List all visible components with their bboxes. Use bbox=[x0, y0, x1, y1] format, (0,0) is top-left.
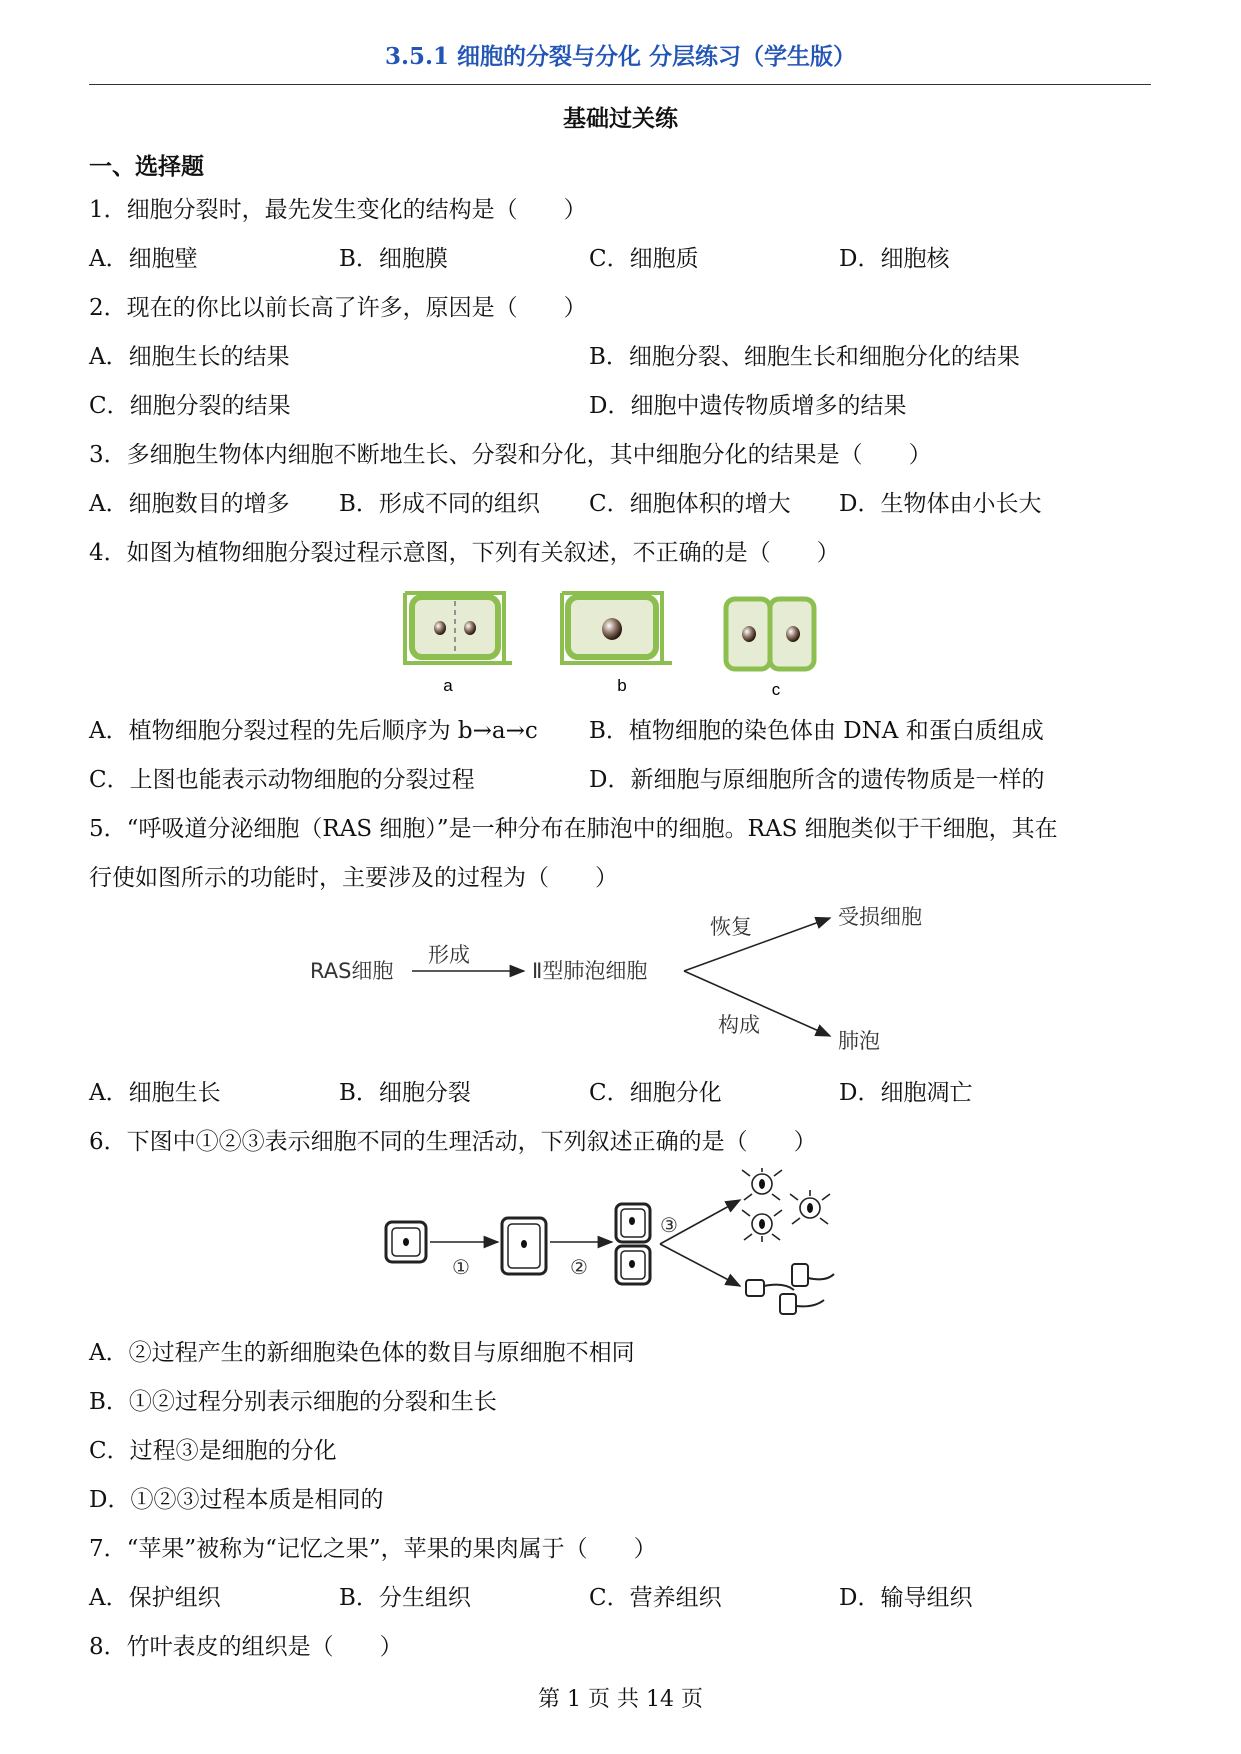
question-7-option-c[interactable]: C．营养组织 bbox=[589, 1585, 722, 1611]
plant-cell-division-figure bbox=[400, 585, 840, 705]
compose-arrow-label: 构成 bbox=[718, 1013, 760, 1037]
process-2-label: ② bbox=[570, 1255, 588, 1279]
question-6-option-a[interactable]: A．②过程产生的新细胞染色体的数目与原细胞不相同 bbox=[89, 1340, 635, 1366]
cell-activity-diagram bbox=[380, 1168, 870, 1318]
question-3-option-c[interactable]: C．细胞体积的增大 bbox=[589, 491, 791, 517]
cell-b bbox=[562, 593, 672, 663]
question-4-option-d[interactable]: D．新细胞与原细胞所含的遗传物质是一样的 bbox=[589, 767, 1045, 793]
question-5-stem-line-2: 行使如图所示的功能时，主要涉及的过程为（ ） bbox=[89, 865, 618, 891]
question-5-option-b[interactable]: B．细胞分裂 bbox=[339, 1080, 471, 1106]
question-7-stem: 7．“苹果”被称为“记忆之果”，苹果的果肉属于（ ） bbox=[89, 1536, 657, 1562]
form-arrow-label: 形成 bbox=[428, 943, 470, 967]
damaged-cell-label: 受损细胞 bbox=[838, 905, 922, 929]
question-8-stem: 8．竹叶表皮的组织是（ ） bbox=[89, 1634, 403, 1660]
question-2-option-d[interactable]: D．细胞中遗传物质增多的结果 bbox=[589, 393, 907, 419]
question-1-option-a[interactable]: A．细胞壁 bbox=[89, 246, 198, 272]
question-1-option-d[interactable]: D．细胞核 bbox=[839, 246, 950, 272]
question-3-option-b[interactable]: B．形成不同的组织 bbox=[339, 491, 540, 517]
question-5-option-a[interactable]: A．细胞生长 bbox=[89, 1080, 221, 1106]
question-6-option-d[interactable]: D．①②③过程本质是相同的 bbox=[89, 1487, 384, 1513]
question-1-option-b[interactable]: B．细胞膜 bbox=[339, 246, 448, 272]
question-1-option-c[interactable]: C．细胞质 bbox=[589, 246, 699, 272]
page-footer: 第 1 页 共 14 页 bbox=[538, 1687, 703, 1712]
question-4-option-c[interactable]: C．上图也能表示动物细胞的分裂过程 bbox=[89, 767, 475, 793]
question-7-option-a[interactable]: A．保护组织 bbox=[89, 1585, 221, 1611]
alveolus-label: 肺泡 bbox=[838, 1029, 880, 1053]
question-5-option-d[interactable]: D．细胞凋亡 bbox=[839, 1080, 973, 1106]
question-2-option-b[interactable]: B．细胞分裂、细胞生长和细胞分化的结果 bbox=[589, 344, 1020, 370]
cell-a bbox=[405, 593, 512, 663]
label-b: b bbox=[617, 676, 627, 695]
ras-cell-label: RAS细胞 bbox=[310, 959, 394, 983]
process-3-label: ③ bbox=[660, 1213, 678, 1237]
question-6-option-b[interactable]: B．①②过程分别表示细胞的分裂和生长 bbox=[89, 1389, 497, 1415]
question-4-option-b[interactable]: B．植物细胞的染色体由 DNA 和蛋白质组成 bbox=[589, 718, 1044, 744]
document-title: 3.5.1 细胞的分裂与分化 分层练习（学生版） bbox=[384, 43, 857, 70]
section-subtitle: 基础过关练 bbox=[563, 105, 678, 132]
question-3-option-a[interactable]: A．细胞数目的增多 bbox=[89, 491, 290, 517]
repair-arrow-label: 恢复 bbox=[710, 915, 752, 939]
label-a: a bbox=[443, 676, 453, 695]
question-4-option-a[interactable]: A．植物细胞分裂过程的先后顺序为 b→a→c bbox=[89, 718, 538, 744]
question-5-option-c[interactable]: C．细胞分化 bbox=[589, 1080, 722, 1106]
cell-c bbox=[726, 599, 814, 669]
process-1-label: ① bbox=[452, 1255, 470, 1279]
question-3-option-d[interactable]: D．生物体由小长大 bbox=[839, 491, 1042, 517]
question-1-stem: 1．细胞分裂时，最先发生变化的结构是（ ） bbox=[89, 197, 587, 223]
question-4-stem: 4．如图为植物细胞分裂过程示意图，下列有关叙述，不正确的是（ ） bbox=[89, 540, 840, 566]
question-7-option-b[interactable]: B．分生组织 bbox=[339, 1585, 471, 1611]
type2-alveolar-cell-label: Ⅱ型肺泡细胞 bbox=[532, 959, 648, 983]
question-3-stem: 3．多细胞生物体内细胞不断地生长、分裂和分化，其中细胞分化的结果是（ ） bbox=[89, 442, 932, 468]
question-6-option-c[interactable]: C．过程③是细胞的分化 bbox=[89, 1438, 337, 1464]
question-5-stem-line-1: 5．“呼吸道分泌细胞（RAS 细胞）”是一种分布在肺泡中的细胞。RAS 细胞类似于干细胞，其在 bbox=[89, 816, 1058, 842]
repair-arrow bbox=[684, 918, 830, 971]
question-2-stem: 2．现在的你比以前长高了许多，原因是（ ） bbox=[89, 295, 587, 321]
question-6-stem: 6．下图中①②③表示细胞不同的生理活动，下列叙述正确的是（ ） bbox=[89, 1129, 817, 1155]
question-2-option-a[interactable]: A．细胞生长的结果 bbox=[89, 344, 290, 370]
ras-cell-flow-diagram bbox=[300, 900, 960, 1070]
question-7-option-d[interactable]: D．输导组织 bbox=[839, 1585, 973, 1611]
label-c: c bbox=[771, 680, 781, 699]
header-rule bbox=[89, 84, 1151, 85]
section-heading: 一、选择题 bbox=[89, 153, 204, 180]
question-2-option-c[interactable]: C．细胞分裂的结果 bbox=[89, 393, 291, 419]
